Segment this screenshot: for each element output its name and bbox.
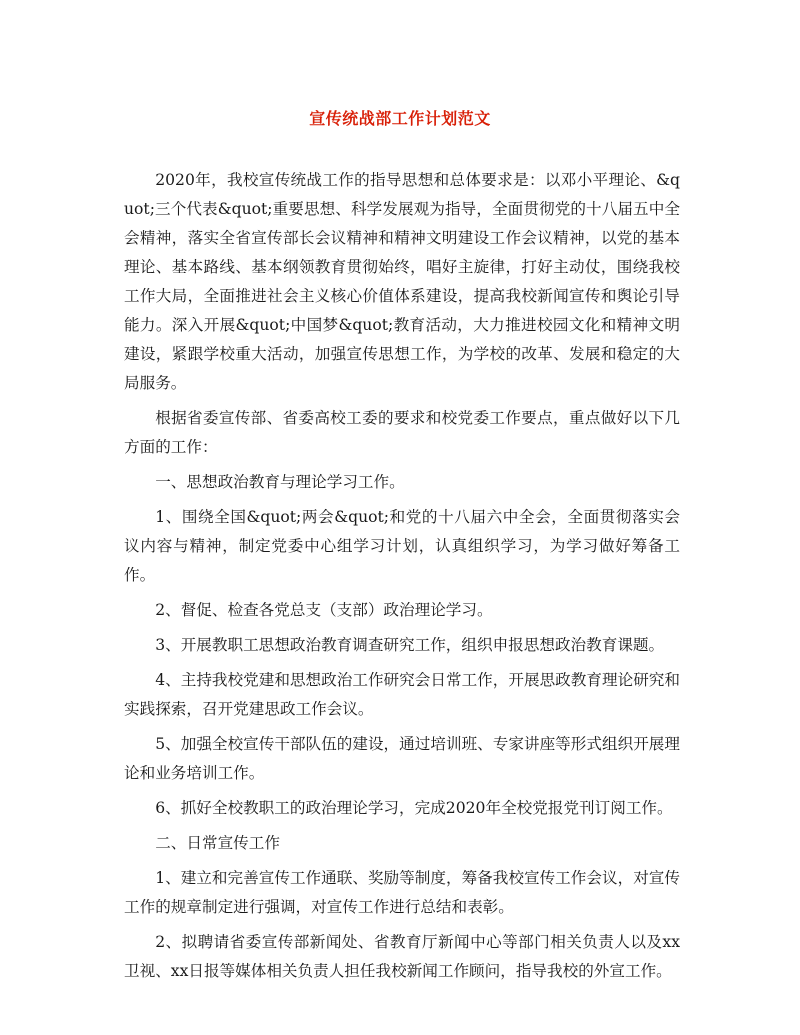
section-heading-daily-publicity: 二、日常宣传工作 — [155, 834, 280, 852]
list-item: 1、围绕全国&quot;两会&quot;和党的十八届六中全会，全面贯彻落实会议内容与精神，制定党委中心组学习计划，认真组织学习，为学习做好筹备工作。 — [124, 508, 680, 584]
list-item: 2、拟聘请省委宣传部新闻处、省教育厅新闻中心等部门相关负责人以及xx卫视、xx日报等媒体相关负责人担任我校新闻工作顾问，指导我校的外宣工作。 — [124, 933, 680, 980]
list-item: 3、开展教职工思想政治教育调查研究工作，组织申报思想政治教育课题。 — [155, 636, 665, 654]
document-body — [124, 166, 680, 992]
list-item: 4、主持我校党建和思想政治工作研究会日常工作，开展思政教育理论研究和实践探索，召开党建思政工作会议。 — [124, 671, 680, 718]
document-title: 宣传统战部工作计划范文 — [309, 109, 491, 128]
list-item: 1、建立和完善宣传工作通联、奖励等制度，筹备我校宣传工作会议，对宣传工作的规章制定进行强调，对宣传工作进行总结和表彰。 — [124, 869, 680, 916]
list-item: 2、督促、检查各党总支（支部）政治理论学习。 — [155, 601, 493, 619]
list-item: 6、抓好全校教职工的政治理论学习，完成2020年全校党报党刊订阅工作。 — [155, 799, 673, 817]
paragraph-guiding-ideology: 2020年，我校宣传统战工作的指导思想和总体要求是：以邓小平理论、&quot;三个代表&quot;重要思想、科学发展观为指导，全面贯彻党的十八届五中全会精神，落实全省宣传部长会议精神和精神文明建设工作会议精神，以党的基本理论、基本路线、基本纲领教育贯彻始终，唱好主旋律，打好主动仗，围绕我校工作大局，全面推进社会主义核心价值体系建设，提高我校新闻宣传和舆论引导能力。深入开展&quot;中国梦&quot;教育活动，大力推进校园文化和精神文明建设，紧跟学校重大活动，加强宣传思想工作，为学校的改革、发展和稳定的大局服务。 — [124, 171, 680, 392]
paragraph-intro-requirements: 根据省委宣传部、省委高校工委的要求和校党委工作要点，重点做好以下几方面的工作： — [124, 409, 680, 456]
list-item: 5、加强全校宣传干部队伍的建设，通过培训班、专家讲座等形式组织开展理论和业务培训工作。 — [124, 735, 680, 782]
section-heading-theory-study: 一、思想政治教育与理论学习工作。 — [155, 473, 405, 491]
